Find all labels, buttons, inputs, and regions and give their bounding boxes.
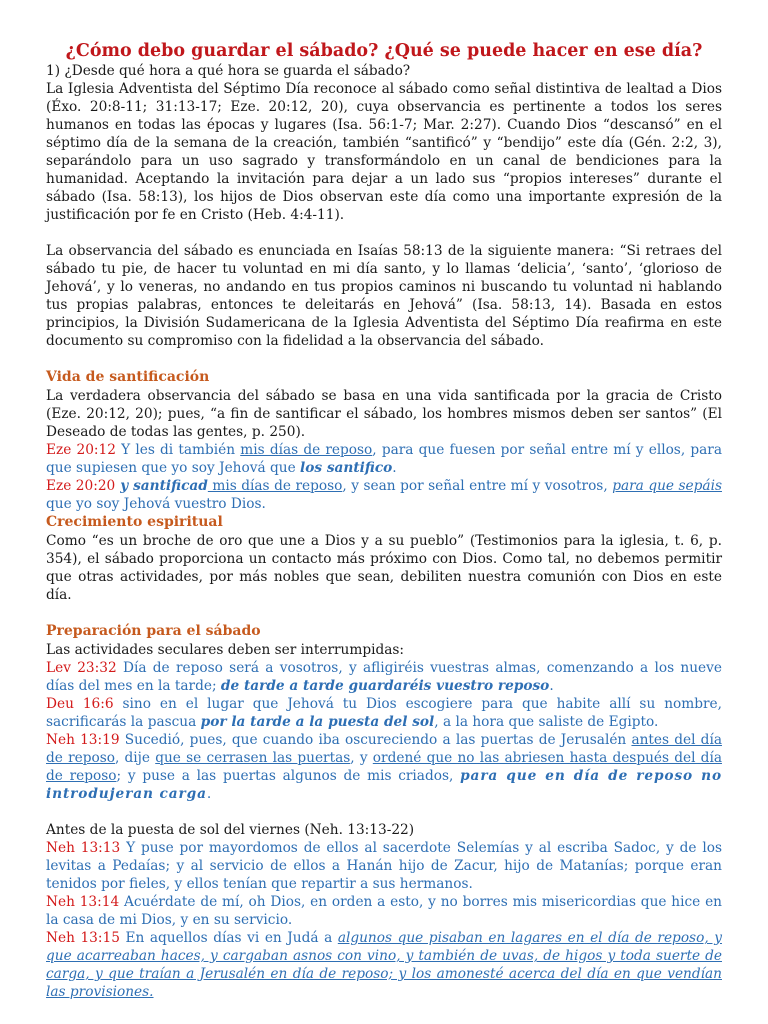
verse-neh-13-15: Neh 13:15 En aquellos días vi en Judá a algunos que pisaban en lagares en el día de reposo, y que acarreaban haces, y cargaban asnos con vino, y también de uvas, de higos y toda suerte de carga, y que traían a Jerusalén en día de reposo; y los amonesté acerca del día en que vendían las provisiones. (46, 930, 722, 1000)
verse-neh-13-19: Neh 13:19 Sucedió, pues, que cuando iba oscureciendo a las puertas de Jerusalén antes del día de reposo, dije que se cerrasen las puertas, y ordené que no las abriesen hasta después del día de reposo; y puse a las puertas algunos de mis criados, para que en día de reposo no introdujeran carga. (46, 732, 723, 802)
verse-ref: Neh 13:19 (46, 732, 120, 748)
verse-deu-16-6: Deu 16:6 sino en el lugar que Jehová tu Dios escogiere para que habite allí su nombre, sacrificarás la pascua por la tarde a la puesta del sol, a la hora que saliste de Egipto. (46, 696, 722, 730)
verse-ref: Lev 23:32 (46, 660, 117, 676)
heading-crecimiento: Crecimiento espiritual (46, 514, 223, 530)
question-1: 1) ¿Desde qué hora a qué hora se guarda el sábado? (46, 63, 411, 79)
crecimiento-text: Como “es un broche de oro que une a Dios y a su pueblo” (Testimonios para la iglesia, t. 6, p. 354), el sábado proporciona un contacto más próximo con Dios. Como tal, no debemos permitir que otras actividades, por más nobles que sean, debiliten nuestra comunión con Dios en este día. (46, 533, 722, 603)
verse-ref: Eze 20:12 (46, 442, 116, 458)
verse-lev-23-32: Lev 23:32 Día de reposo será a vosotros, y afligiréis vuestras almas, comenzando a los nueve días del mes en la tarde; de tarde a tarde guardaréis vuestro reposo. (46, 660, 722, 694)
santificacion-text: La verdadera observancia del sábado se basa en una vida santificada por la gracia de Cristo (Eze. 20:12, 20); pues, “a fin de santificar el sábado, los hombres mismos deben ser santos” (El Deseado de todas las gentes, p. 250). (46, 388, 722, 440)
paragraph-1: La Iglesia Adventista del Séptimo Día reconoce al sábado como señal distintiva de lealtad a Dios (Éxo. 20:8-11; 31:13-17; Eze. 20:12, 20), cuya observancia es pertinente a todos los seres humanos en todas las épocas y lugares (Isa. 56:1-7; Mar. 2:27). Cuando Dios “descansó” en el séptimo día de la semana de la creación, también “santificó” y “bendijo” este día (Gén. 2:2, 3), separándolo para un uso sagrado y transformándolo en un canal de bendiciones para la humanidad. Aceptando la invitación para dejar a un lado sus “propios intereses” durante el sábado (Isa. 58:13), los hijos de Dios observan este día como una importante expresión de la justificación por fe en Cristo (Heb. 4:4-11). (46, 81, 722, 223)
verse-ref: Neh 13:13 (46, 840, 121, 856)
verse-ref: Neh 13:14 (46, 894, 120, 910)
page-title: ¿Cómo debo guardar el sábado? ¿Qué se puede hacer en ese día? (65, 41, 703, 61)
heading-preparacion: Preparación para el sábado (46, 623, 261, 639)
preparacion-text: Las actividades seculares deben ser interrumpidas: (46, 642, 405, 658)
verse-neh-13-14: Neh 13:14 Acuérdate de mí, oh Dios, en orden a esto, y no borres mis misericordias que hice en la casa de mi Dios, y en su servicio. (46, 894, 722, 928)
heading-santificacion: Vida de santificación (46, 369, 210, 385)
antes-puesta-sol: Antes de la puesta de sol del viernes (Neh. 13:13-22) (46, 822, 415, 838)
verse-eze-20-12: Eze 20:12 Y les di también mis días de reposo, para que fuesen por señal entre mí y ellos, para que supiesen que yo soy Jehová que los santifico. (46, 442, 722, 476)
verse-ref: Deu 16:6 (46, 696, 114, 712)
verse-neh-13-13: Neh 13:13 Y puse por mayordomos de ellos al sacerdote Selemías y al escriba Sadoc, y de los levitas a Pedaías; y al servicio de ellos a Hanán hijo de Zacur, hijo de Matanías; porque eran tenidos por fieles, y ellos tenían que repartir a sus hermanos. (46, 840, 722, 892)
verse-ref: Neh 13:15 (46, 930, 120, 946)
verse-ref: Eze 20:20 (46, 478, 116, 494)
paragraph-2: La observancia del sábado es enunciada en Isaías 58:13 de la siguiente manera: “Si retraes del sábado tu pie, de hacer tu voluntad en mi día santo, y lo llamas ‘delicia’, ‘santo’, ‘glorioso de Jehová’, y lo veneras, no andando en tus propios caminos ni buscando tu voluntad ni hablando tus propias palabras, entonces te deleitarás en Jehová” (Isa. 58:13, 14). Basada en estos principios, la División Sudamericana de la Iglesia Adventista del Séptimo Día reafirma en este documento su compromiso con la fidelidad a la observancia del sábado. (46, 243, 722, 349)
verse-eze-20-20: Eze 20:20 y santificad mis días de reposo, y sean por señal entre mí y vosotros, para que sepáis que yo soy Jehová vuestro Dios. (46, 478, 722, 512)
